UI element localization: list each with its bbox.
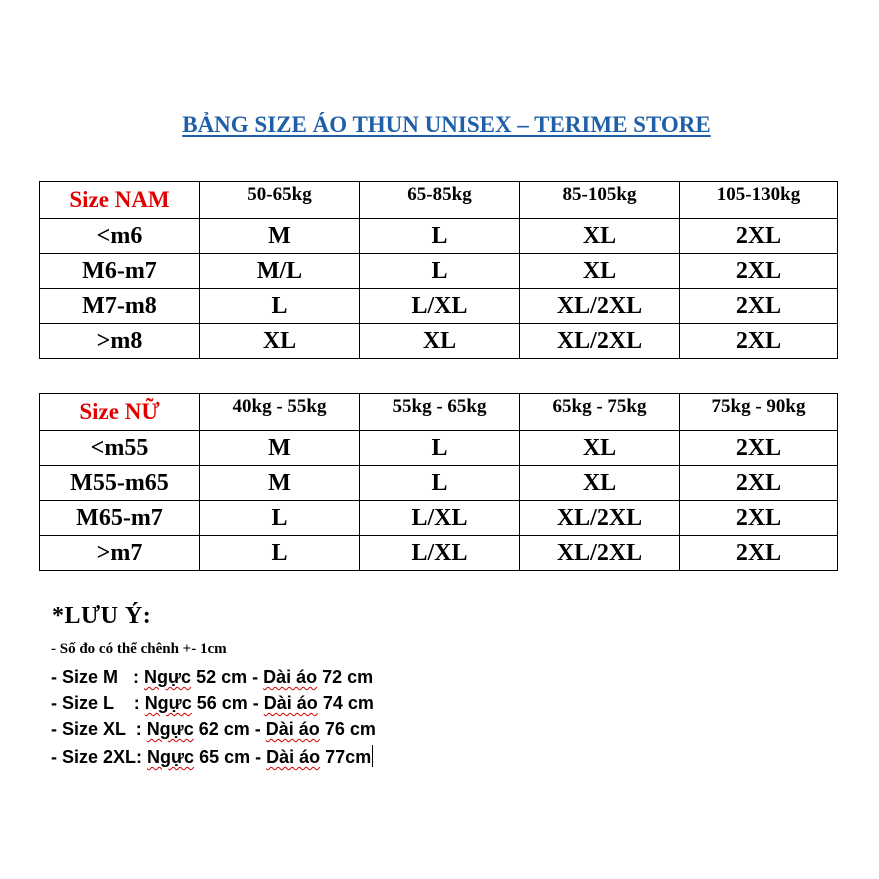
size-cell: 2XL xyxy=(680,219,838,254)
length-label: Dài áo xyxy=(263,693,318,713)
note-size-m xyxy=(51,667,373,688)
size-table-nam xyxy=(39,181,838,359)
height-cell: <m6 xyxy=(40,219,200,254)
table-row xyxy=(40,536,838,571)
size-cell: L xyxy=(360,219,520,254)
note-prefix: - Size M : xyxy=(51,667,145,687)
chest-value: 65 cm - xyxy=(194,747,267,767)
length-label: Dài áo xyxy=(266,747,321,767)
size-cell: 2XL xyxy=(680,289,838,324)
size-cell: XL xyxy=(520,254,680,289)
size-cell: XL xyxy=(520,431,680,466)
length-label: Dài áo xyxy=(265,719,320,739)
chest-label: Ngực xyxy=(144,693,192,713)
note-prefix: - Size L : xyxy=(51,693,145,713)
size-nu-label: Size NỮ xyxy=(40,394,200,431)
height-cell: M55-m65 xyxy=(40,466,200,501)
size-cell: 2XL xyxy=(680,536,838,571)
size-nam-label: Size NAM xyxy=(40,182,200,219)
length-value: 74 cm xyxy=(317,693,374,713)
size-cell: 2XL xyxy=(680,466,838,501)
weight-header: 40kg - 55kg xyxy=(200,394,360,431)
size-cell: XL xyxy=(360,324,520,359)
table-row xyxy=(40,466,838,501)
weight-header: 75kg - 90kg xyxy=(680,394,838,431)
size-cell: M/L xyxy=(200,254,360,289)
size-table-nu xyxy=(39,393,838,571)
size-cell: XL/2XL xyxy=(520,289,680,324)
size-cell: XL/2XL xyxy=(520,501,680,536)
note-size-l xyxy=(51,693,374,714)
size-cell: 2XL xyxy=(680,254,838,289)
note-prefix: - Size XL : xyxy=(51,719,147,739)
table-row xyxy=(40,324,838,359)
chest-label: Ngực xyxy=(144,667,192,687)
size-cell: XL xyxy=(200,324,360,359)
chest-value: 52 cm - xyxy=(191,667,264,687)
size-cell: L/XL xyxy=(360,289,520,324)
table-row xyxy=(40,254,838,289)
note-prefix: - Size 2XL: xyxy=(51,747,148,767)
size-cell: M xyxy=(200,219,360,254)
chest-label: Ngực xyxy=(146,719,194,739)
chest-value: 62 cm - xyxy=(193,719,266,739)
table-header-row xyxy=(40,182,838,219)
weight-header: 55kg - 65kg xyxy=(360,394,520,431)
table-row xyxy=(40,289,838,324)
size-cell: XL xyxy=(520,219,680,254)
size-cell: L xyxy=(360,431,520,466)
chest-label: Ngực xyxy=(147,747,195,767)
notes-tolerance: - Số đo có thể chênh +- 1cm xyxy=(51,641,227,657)
size-cell: L xyxy=(360,466,520,501)
text-cursor xyxy=(372,745,373,767)
size-cell: M xyxy=(200,466,360,501)
table-row xyxy=(40,219,838,254)
height-cell: M7-m8 xyxy=(40,289,200,324)
size-cell: L xyxy=(360,254,520,289)
height-cell: >m8 xyxy=(40,324,200,359)
height-cell: M65-m7 xyxy=(40,501,200,536)
size-cell: XL/2XL xyxy=(520,536,680,571)
size-cell: XL xyxy=(520,466,680,501)
height-cell: <m55 xyxy=(40,431,200,466)
size-cell: 2XL xyxy=(680,501,838,536)
table-header-row xyxy=(40,394,838,431)
table-row xyxy=(40,431,838,466)
length-value: 77cm xyxy=(320,747,372,767)
size-cell: XL/2XL xyxy=(520,324,680,359)
page-title: BẢNG SIZE ÁO THUN UNISEX – TERIME STORE xyxy=(182,112,711,137)
size-cell: M xyxy=(200,431,360,466)
weight-header: 85-105kg xyxy=(520,182,680,219)
height-cell: >m7 xyxy=(40,536,200,571)
length-label: Dài áo xyxy=(263,667,318,687)
height-cell: M6-m7 xyxy=(40,254,200,289)
chest-value: 56 cm - xyxy=(191,693,264,713)
weight-header: 65kg - 75kg xyxy=(520,394,680,431)
length-value: 76 cm xyxy=(319,719,376,739)
size-cell: L xyxy=(200,501,360,536)
size-cell: L xyxy=(200,536,360,571)
size-cell: 2XL xyxy=(680,431,838,466)
size-cell: 2XL xyxy=(680,324,838,359)
weight-header: 105-130kg xyxy=(680,182,838,219)
size-cell: L/XL xyxy=(360,501,520,536)
notes-heading: *LƯU Ý: xyxy=(52,603,152,629)
size-cell: L xyxy=(200,289,360,324)
weight-header: 65-85kg xyxy=(360,182,520,219)
note-size-xl xyxy=(51,719,376,740)
table-row xyxy=(40,501,838,536)
weight-header: 50-65kg xyxy=(200,182,360,219)
length-value: 72 cm xyxy=(317,667,374,687)
size-cell: L/XL xyxy=(360,536,520,571)
note-size-2xl xyxy=(51,745,373,768)
